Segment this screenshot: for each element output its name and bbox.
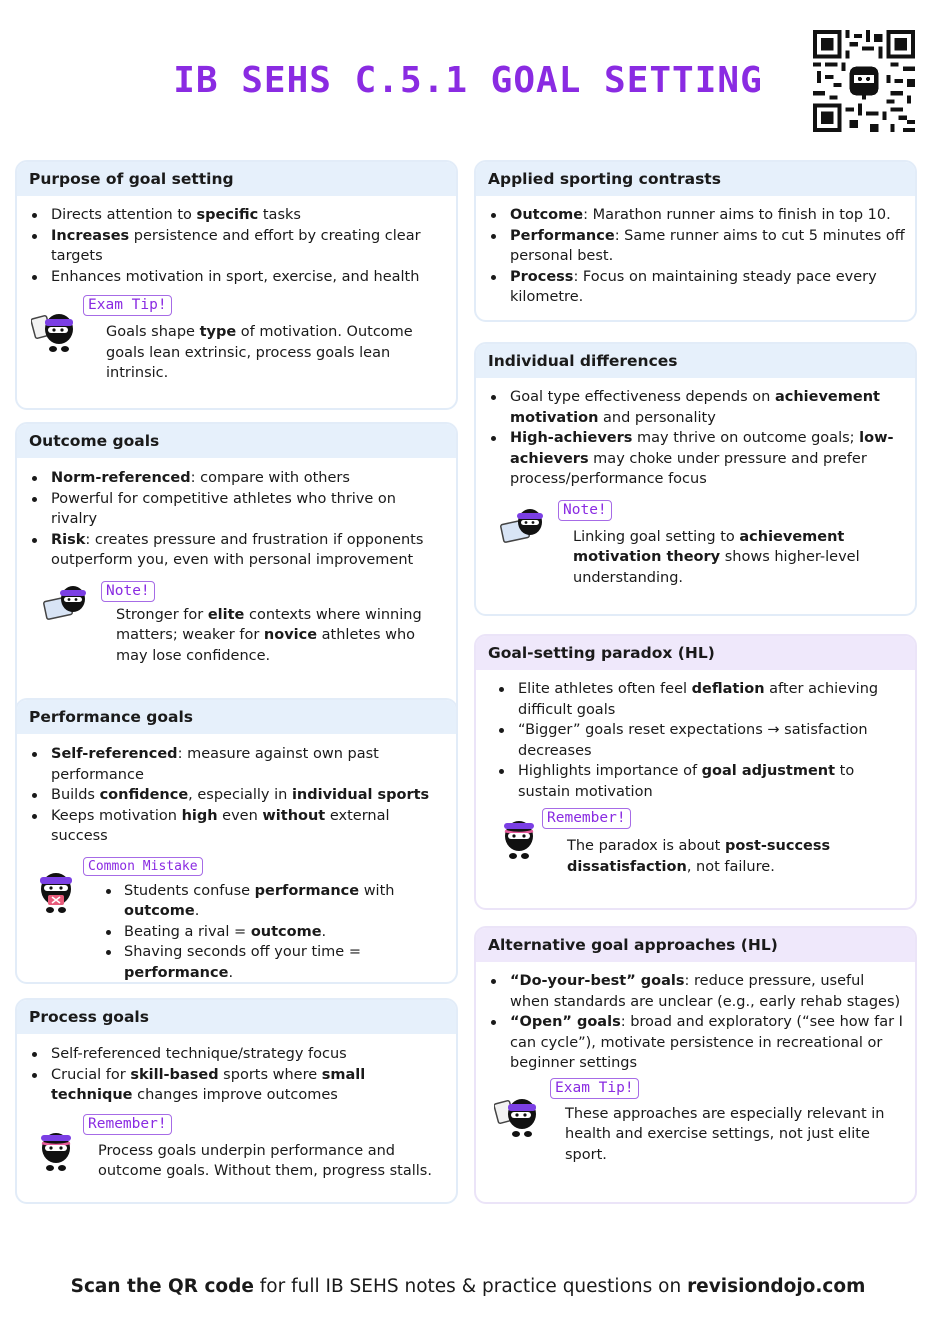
common-mistake-label: Common Mistake (83, 857, 203, 876)
card-individual-differences (474, 342, 917, 616)
list-item: Outcome: Marathon runner aims to finish in top 10. (510, 205, 905, 226)
exam-tip-callout (476, 1074, 915, 1194)
bullet-list (476, 378, 915, 490)
bullet-list (476, 962, 915, 1074)
ninja-mascot-icon (500, 502, 546, 554)
exam-tip-label: Exam Tip! (550, 1078, 639, 1099)
footer-middle-text: for full IB SEHS notes & practice questions on (253, 1276, 688, 1297)
tip-text: Stronger for elite contexts where winning matters; weaker for novice athletes who may lose confidence. (116, 606, 422, 664)
list-item: “Bigger” goals reset expectations → satisfaction decreases (518, 720, 905, 761)
list-item: Elite athletes often feel deflation after achieving difficult goals (518, 679, 905, 720)
list-item: Beating a rival = outcome. (124, 922, 444, 943)
footer-cta (0, 1276, 936, 1297)
list-item: Process: Focus on maintaining steady pace every kilometre. (510, 267, 905, 308)
ninja-mascot-icon (33, 865, 79, 917)
footer-link[interactable]: revisiondojo.com (687, 1276, 866, 1297)
remember-label: Remember! (83, 1114, 172, 1135)
tip-text: These approaches are especially relevant in health and exercise settings, not just elite sport. (565, 1105, 885, 1163)
card-title: Performance goals (17, 700, 456, 734)
list-item: Keeps motivation high even without external success (51, 806, 446, 847)
list-item: Performance: Same runner aims to cut 5 minutes off personal best. (510, 226, 905, 267)
bullet-list (17, 458, 456, 571)
list-item: Crucial for skill-based sports where small technique changes improve outcomes (51, 1065, 446, 1106)
exam-tip-label: Exam Tip! (83, 295, 172, 316)
card-title: Process goals (17, 1000, 456, 1034)
tip-text: Linking goal setting to achievement motivation theory shows higher-level understanding. (573, 528, 860, 586)
note-label: Note! (101, 581, 155, 602)
bullet-list (17, 196, 456, 287)
list-item: “Do-your-best” goals: reduce pressure, useful when standards are unclear (e.g., early rehab stages) (510, 971, 905, 1012)
card-applied-sporting-contrasts (474, 160, 917, 322)
list-item: Increases persistence and effort by creating clear targets (51, 226, 446, 267)
list-item: Builds confidence, especially in individual sports (51, 785, 446, 806)
mistake-list (124, 881, 444, 984)
note-callout (476, 490, 915, 610)
list-item: Goal type effectiveness depends on achievement motivation and personality (510, 387, 905, 428)
bullet-list (17, 734, 456, 847)
note-label: Note! (558, 500, 612, 521)
list-item: Norm-referenced: compare with others (51, 468, 446, 489)
list-item: Highlights importance of goal adjustment to sustain motivation (518, 761, 905, 802)
remember-callout (17, 1106, 456, 1205)
remember-callout (476, 802, 915, 910)
card-title: Alternative goal approaches (HL) (476, 928, 915, 962)
bullet-list (17, 1034, 456, 1106)
list-item: Shaving seconds off your time = performance. (124, 942, 444, 983)
footer-scan-text: Scan the QR code (70, 1276, 254, 1297)
list-item: Directs attention to specific tasks (51, 205, 446, 226)
list-item: Powerful for competitive athletes who thrive on rivalry (51, 489, 446, 530)
card-goal-setting-paradox (474, 634, 917, 910)
tip-text: Goals shape type of motivation. Outcome goals lean extrinsic, process goals lean intrinsic. (106, 324, 413, 381)
list-item: “Open” goals: broad and exploratory (“see how far I can cycle”), motivate persistence in recreational or beginner settings (510, 1012, 905, 1074)
card-title: Goal-setting paradox (HL) (476, 636, 915, 670)
note-callout (17, 571, 456, 691)
card-title: Applied sporting contrasts (476, 162, 915, 196)
remember-label: Remember! (542, 808, 631, 829)
bullet-list (476, 196, 915, 308)
ninja-mascot-icon (31, 305, 77, 357)
common-mistake-callout (17, 847, 456, 981)
list-item: Risk: creates pressure and frustration if opponents outperform you, even with personal improvement (51, 530, 446, 571)
exam-tip-callout (17, 287, 456, 407)
card-purpose-of-goal-setting (15, 160, 458, 410)
card-title: Individual differences (476, 344, 915, 378)
card-performance-goals (15, 698, 458, 984)
ninja-mascot-icon (43, 581, 89, 633)
list-item: Students confuse performance with outcome. (124, 881, 444, 922)
list-item: High-achievers may thrive on outcome goals; low-achievers may choke under pressure and prefer process/performance focus (510, 428, 905, 490)
list-item: Enhances motivation in sport, exercise, and health (51, 267, 446, 288)
page-title: IB SEHS C.5.1 GOAL SETTING (173, 60, 763, 101)
card-title: Outcome goals (17, 424, 456, 458)
bullet-list (476, 670, 915, 802)
card-title: Purpose of goal setting (17, 162, 456, 196)
tip-text: Process goals underpin performance and outcome goals. Without them, progress stalls. (98, 1142, 432, 1179)
list-item: Self-referenced technique/strategy focus (51, 1044, 446, 1065)
card-process-goals (15, 998, 458, 1204)
card-alternative-goal-approaches (474, 926, 917, 1204)
list-item: Self-referenced: measure against own past performance (51, 744, 446, 785)
tip-text: The paradox is about post-success dissatisfaction, not failure. (567, 838, 831, 875)
qr-code-icon[interactable] (813, 30, 915, 132)
ninja-mascot-icon (494, 1090, 540, 1142)
ninja-mascot-icon (496, 812, 542, 864)
ninja-mascot-icon (33, 1124, 79, 1176)
